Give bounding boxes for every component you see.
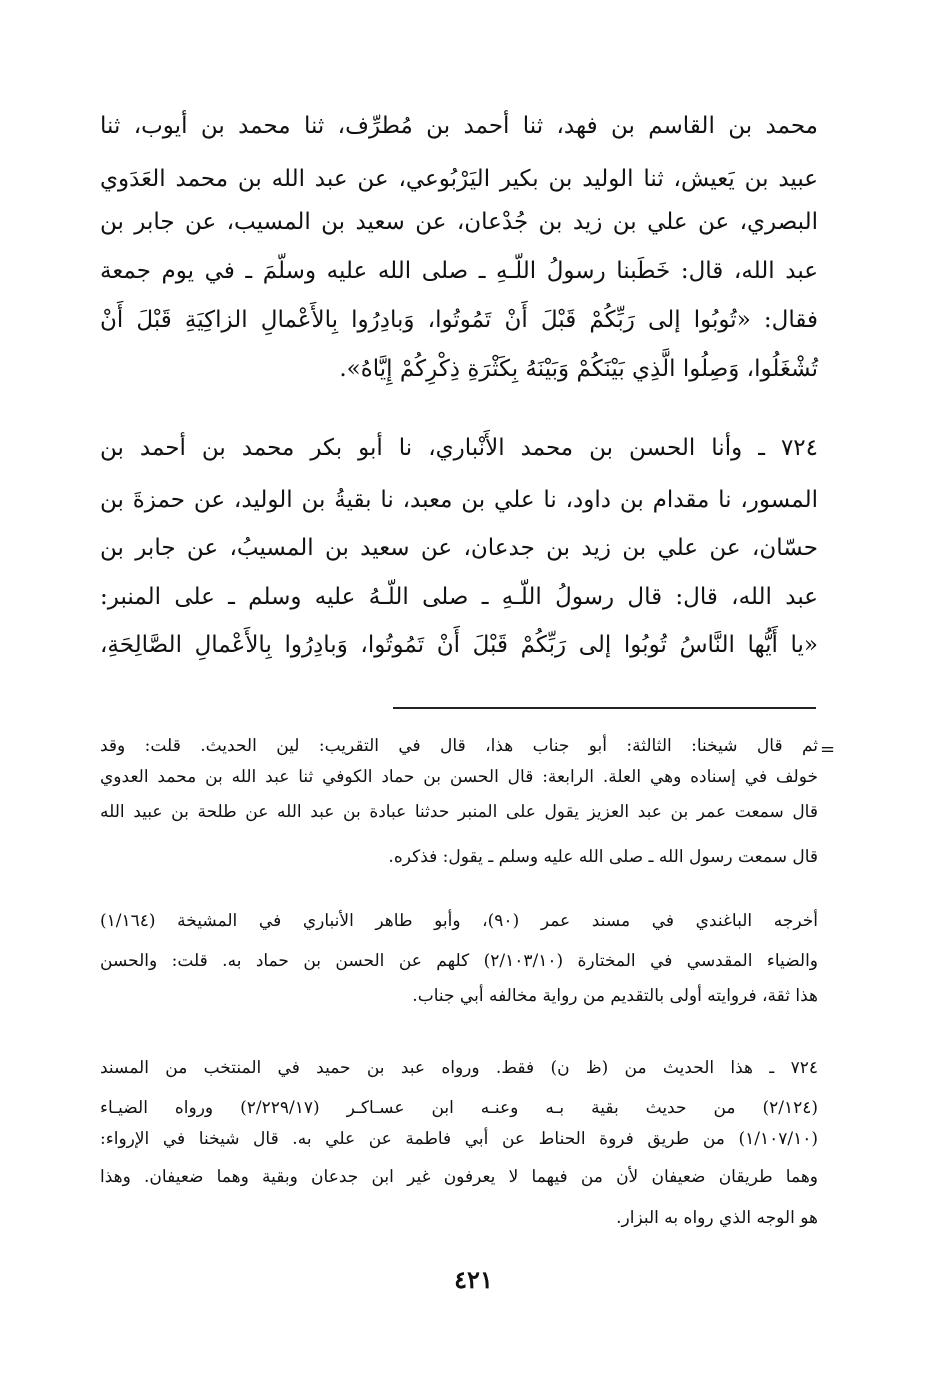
text-line: ٧٢٤ ـ وأنا الحسن بن محمد الأَنْباري، نا أبو بكر محمد بن أحمد بن	[100, 435, 818, 461]
footnote-line: والضياء المقدسي في المختارة (٢/١٠٣/١٠) كلهم عن الحسن بن حماد به. قلت: والحسن	[100, 951, 819, 971]
footnote-line: قال سمعت عمر بن عبد العزيز يقول على المنبر حدثنا عبادة بن عبد الله عن طلحة بن عبيد الله	[100, 802, 818, 822]
footnote-line: (٢/١٢٤) من حديث بقية بـه وعنـه ابن عسـاكـر (٢/٢٢٩/١٧) ورواه الضيـاء	[100, 1098, 818, 1118]
footnote-line: هذا ثقة، فروايته أولى بالتقديم من رواية مخالفه أبي جناب.	[412, 986, 818, 1006]
text-line: البصري، عن علي بن زيد بن جُدْعان، عن سعيد بن المسيب، عن جابر بن	[100, 209, 818, 235]
text-line: «يا أَيُّها النَّاسُ تُوبُوا إلى رَبِّكُمْ قَبْلَ أَنْ تَمُوتُوا، وَبادِرُوا بِالأَعْمالِ الصَّالِحَةِ،	[100, 632, 818, 658]
text-line: محمد بن القاسم بن فهد، ثنا أحمد بن مُطرِّف، ثنا محمد بن أيوب، ثنا	[100, 113, 818, 139]
continuation-marker: =	[820, 739, 836, 760]
footnote-line: (١/١٠٧/١٠) من طريق فروة الحناط عن أبي فاطمة عن علي به. قال شيخنا في الإرواء:	[100, 1129, 818, 1149]
footnote-separator	[393, 707, 816, 709]
text-line: المسور، نا مقدام بن داود، نا علي بن معبد، نا بقيةُ بن الوليد، عن حمزةَ بن	[100, 487, 818, 513]
footnote-line: هو الوجه الذي رواه به البزار.	[616, 1208, 818, 1228]
text-line: عبد الله، قال: قال رسولُ اللّـهِ ـ صلى اللّـهُ عليه وسلم ـ على المنبر:	[100, 584, 818, 610]
footnote-line: أخرجه الباغندي في مسند عمر (٩٠)، وأبو طاهر الأنباري في المشيخة (١/١٦٤)	[100, 911, 818, 931]
text-line: تُشْغَلُوا، وَصِلُوا الَّذِي بَيْنَكُمْ وَبَيْنَهُ بِكَثْرَةِ ذِكْرِكُمْ إِيَّاهُ».	[339, 356, 818, 382]
text-line: حسّان، عن علي بن زيد بن جدعان، عن سعيد بن المسيبُ، عن جابر بن	[100, 535, 818, 561]
footnote-line: وهما طريقان ضعيفان لأن من فيهما لا يعرفون غير ابن جدعان وبقية وهما ضعيفان. وهذا	[100, 1167, 818, 1187]
page-number: ٤٢١	[454, 1265, 493, 1294]
footnote-line: خولف في إسناده وهي العلة. الرابعة: قال الحسن بن حماد الكوفي ثنا عبد الله بن محمد العدوي	[100, 767, 818, 787]
footnote-line: ثم قال شيخنا: الثالثة: أبو جناب هذا، قال في التقريب: لين الحديث. قلت: وقد	[100, 736, 818, 756]
text-line: عبيد بن يَعيش، ثنا الوليد بن بكير اليَرْبُوعي، عن عبد الله بن محمد العَدَوي	[100, 166, 818, 192]
footnote-line: قال سمعت رسول الله ـ صلى الله عليه وسلم ـ يقول: فذكره.	[388, 847, 818, 867]
text-line: فقال: «تُوبُوا إلى رَبِّكُمْ قَبْلَ أَنْ تَمُوتُوا، وَبادِرُوا بِالأَعْمالِ الزاكِيَةِ قَبْلَ أَنْ	[100, 307, 818, 333]
text-line: عبد الله، قال: خَطَبنا رسولُ اللّـهِ ـ صلى الله عليه وسلّمَ ـ في يوم جمعة	[100, 258, 818, 284]
footnote-line: ٧٢٤ ـ هذا الحديث من (ظ ن) فقط. ورواه عبد بن حميد في المنتخب من المسند	[100, 1058, 818, 1078]
